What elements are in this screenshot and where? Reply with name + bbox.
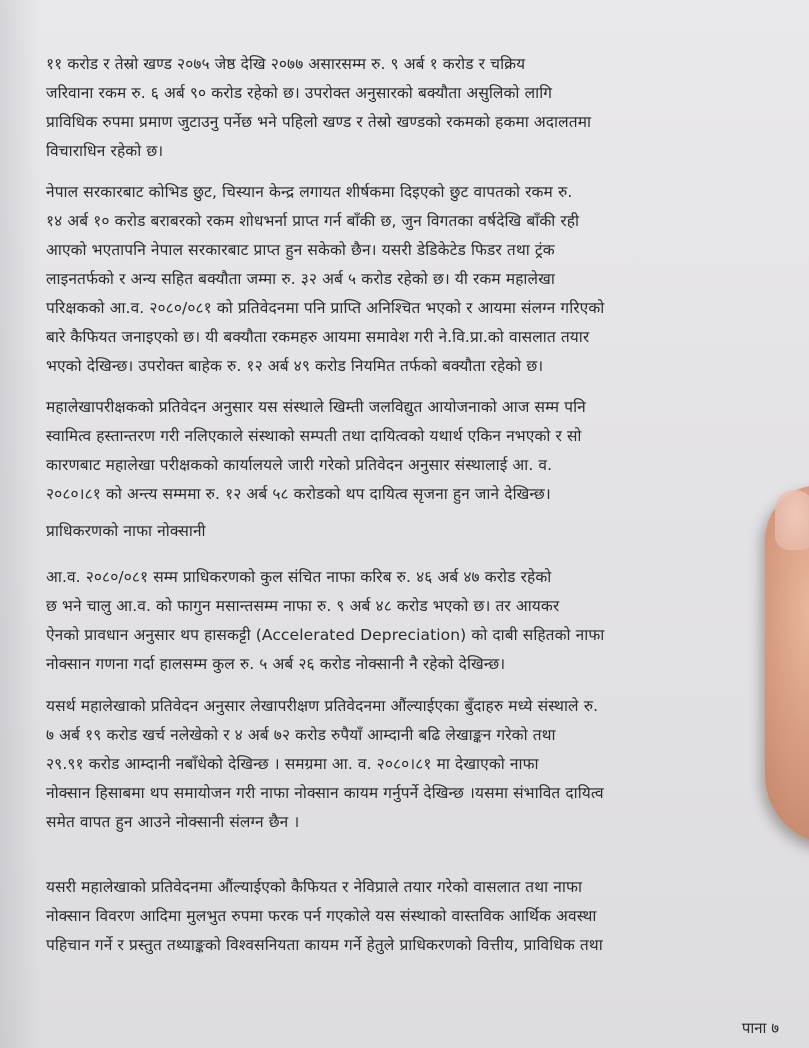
paragraph-khimti-liability	[46, 393, 766, 509]
paragraph-financial-status	[46, 873, 766, 960]
paragraph-audit-adjustments	[46, 692, 766, 837]
text-line: जरिवाना रकम रु. ६ अर्ब ९० करोड रहेको छ। उपरोक्त अनुसारको बक्यौता असुलिको लागि	[46, 84, 553, 102]
text-line: स्वामित्व हस्तान्तरण गरी नलिएकाले संस्थाको सम्पती तथा दायित्वको यथार्थ एकिन नभएको र सो	[46, 427, 582, 445]
text-line: यसरी महालेखाको प्रतिवेदनमा औंल्याईएको कैफियत र नेविप्राले तयार गरेको वासलात तथा नाफा	[46, 878, 583, 896]
paragraph-arrears-fines	[46, 50, 766, 166]
text-line: यसर्थ महालेखाको प्रतिवेदन अनुसार लेखापरीक्षण प्रतिवेदनमा औंल्याईएका बुँदाहरु मध्ये संस्थाले रु.	[46, 697, 599, 715]
text-line: प्राविधिक रुपमा प्रमाण जुटाउनु पर्नेछ भने पहिलो खण्ड र तेस्रो खण्डको रकमको हकमा अदालतमा	[46, 113, 592, 131]
text-line: महालेखापरीक्षकको प्रतिवेदन अनुसार यस संस्थाले खिम्ती जलविद्युत आयोजनाको आज सम्म पनि	[46, 398, 586, 416]
page-number: पाना ७	[741, 1019, 779, 1037]
text-line: २०८०।८१ को अन्त्य सम्ममा रु. १२ अर्ब ५८ करोडको थप दायित्व सृजना हुन जाने देखिन्छ।	[46, 485, 551, 503]
text-line: नेपाल सरकारबाट कोभिड छुट, चिस्यान केन्द्र लगायत शीर्षकमा दिइएको छुट वापतको रकम रु.	[46, 183, 573, 201]
text-line: कारणबाट महालेखा परीक्षकको कार्यालयले जारी गरेको प्रतिवेदन अनुसार संस्थालाई आ. व.	[46, 456, 553, 474]
paragraph-accumulated-profit	[46, 563, 766, 679]
text-line: परिक्षकको आ.व. २०८०/०८१ को प्रतिवेदनमा पनि प्राप्ति अनिश्चित भएको र आयमा संलग्न गरिएको	[46, 299, 605, 317]
text-line: ७ अर्ब १९ करोड खर्च नलेखेको र ४ अर्ब ७२ करोड रुपैयाँ आम्दानी बढि लेखाङ्कन गरेको तथा	[46, 726, 556, 744]
text-line: छ भने चालु आ.व. को फागुन मसान्तसम्म नाफा रु. ९ अर्ब ४८ करोड भएको छ। तर आयकर	[46, 597, 560, 615]
text-line: आ.व. २०८०/०८१ सम्म प्राधिकरणको कुल संचित नाफा करिब रु. ४६ अर्ब ४७ करोड रहेको	[46, 568, 552, 586]
fingernail-photo-artifact	[775, 490, 809, 550]
text-line: नोक्सान हिसाबमा थप समायोजन गरी नाफा नोक्सान कायम गर्नुपर्ने देखिन्छ ।यसमा संभावित दायित्व	[46, 784, 604, 802]
section-heading-profit-loss	[46, 517, 766, 546]
text-line: १४ अर्ब १० करोड बराबरको रकम शोधभर्ना प्राप्त गर्न बाँकी छ, जुन विगतका वर्षदेखि बाँकी रही	[46, 212, 580, 230]
text-line: भएको देखिन्छ। उपरोक्त बाहेक रु. १२ अर्ब ४९ करोड नियमित तर्फको बक्यौता रहेको छ।	[46, 357, 544, 375]
text-line: बारे कैफियत जनाइएको छ। यी बक्यौता रकमहरु आयमा समावेश गरी ने.वि.प्रा.को वासलात तयार	[46, 328, 590, 346]
text-line: ऐनको प्रावधान अनुसार थप हासकट्टी (Accelerated Depreciation) को दाबी सहितको नाफा	[46, 626, 605, 644]
section-heading: प्राधिकरणको नाफा नोक्सानी	[46, 522, 206, 540]
text-line: पहिचान गर्ने र प्रस्तुत तथ्याङ्कको विश्वसनियता कायम गर्ने हेतुले प्राधिकरणको वित्तीय, प्राविधिक तथा	[46, 936, 603, 954]
text-line: समेत वापत हुन आउने नोक्सानी संलग्न छैन ।	[46, 813, 300, 831]
text-line: आएको भएतापनि नेपाल सरकारबाट प्राप्त हुन सकेको छैन। यसरी डेडिकेटेड फिडर तथा ट्रंक	[46, 241, 555, 259]
text-line: ११ करोड र तेस्रो खण्ड २०७५ जेष्ठ देखि २०७७ असारसम्म रु. ९ अर्ब १ करोड र चक्रिय	[46, 55, 526, 73]
text-line: नोक्सान विवरण आदिमा मुलभुत रुपमा फरक पर्न गएकोले यस संस्थाको वास्तविक आर्थिक अवस्था	[46, 907, 597, 925]
text-line: नोक्सान गणना गर्दा हालसम्म कुल रु. ५ अर्ब २६ करोड नोक्सानी नै रहेको देखिन्छ।	[46, 655, 506, 673]
text-line: विचाराधिन रहेको छ।	[46, 142, 164, 160]
text-line: लाइनतर्फको र अन्य सहित बक्यौता जम्मा रु. ३२ अर्ब ५ करोड रहेको छ। यी रकम महालेखा	[46, 270, 555, 288]
text-line: २९.९१ करोड आम्दानी नबाँधेको देखिन्छ । समग्रमा आ. व. २०८०।८१ मा देखाएको नाफा	[46, 755, 539, 773]
page-edge-shadow	[0, 0, 40, 1048]
paragraph-government-reimbursement	[46, 178, 766, 381]
